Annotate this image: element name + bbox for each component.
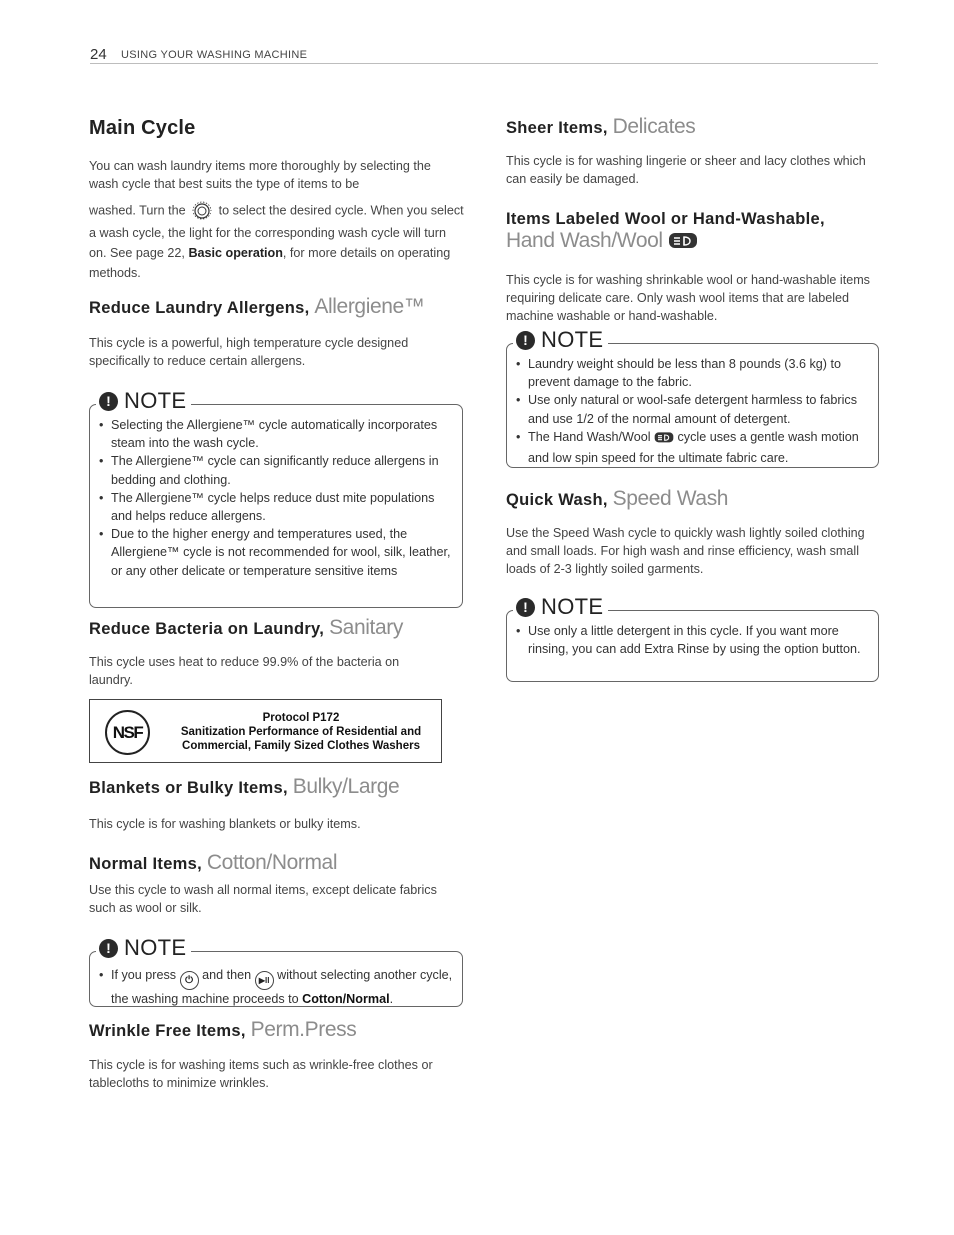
note-exclamation-icon: ! — [99, 392, 118, 411]
perm-heading-label: Wrinkle Free Items, — [89, 1022, 246, 1040]
page-number: 24 — [90, 46, 107, 63]
note-exclamation-icon: ! — [99, 939, 118, 958]
sanitary-text: This cycle uses heat to reduce 99.9% of the bacteria on laundry. — [89, 655, 400, 688]
note-item: • Laundry weight should be less than 8 pounds (3.6 kg) to prevent damage to the fabric. — [516, 355, 870, 391]
perm-text: This cycle is for washing items such as wrinkle-free clothes or tablecloths to minimize wrinkles. — [89, 1058, 433, 1091]
main-cycle-paragraph — [89, 157, 457, 193]
note-title: NOTE — [541, 327, 604, 352]
delicates-heading — [506, 116, 880, 139]
speed-cycle-name: Speed Wash — [612, 487, 729, 510]
note-cotton — [89, 935, 463, 1007]
bulky-heading-label: Blankets or Bulky Items, — [89, 779, 288, 797]
perm-heading — [89, 1019, 464, 1042]
note-text: cycle uses a gentle wash motion and low spin speed for the ultimate fabric care. — [528, 429, 859, 466]
sanitary-cycle-name: Sanitary — [329, 616, 403, 639]
note-list — [99, 966, 454, 1008]
perm-cycle-name: Perm.Press — [250, 1018, 357, 1041]
note-speed — [506, 594, 879, 682]
note-item — [99, 966, 454, 1008]
running-title: USING YOUR WASHING MACHINE — [121, 49, 308, 61]
delicates-text: This cycle is for washing lingerie or sheer and lacy clothes which can easily be damaged. — [506, 154, 866, 187]
main-cycle-text-2a: washed. Turn the — [89, 203, 186, 218]
main-cycle-text-1: You can wash laundry items more thoroughly by selecting the wash cycle that best suits the type of items to be — [89, 159, 431, 192]
note-header — [96, 936, 191, 960]
note-allergiene — [89, 388, 463, 608]
wool-heading-label: Items Labeled Wool or Hand-Washable, — [506, 210, 825, 228]
power-button-icon: ⏻ — [180, 971, 199, 990]
note-header — [513, 328, 608, 352]
note-list — [516, 622, 870, 658]
note-list — [99, 416, 454, 580]
note-text: without selecting another cycle, the washing machine proceeds to — [111, 968, 453, 1006]
delicates-cycle-name: Delicates — [612, 115, 696, 138]
note-item — [516, 428, 870, 467]
note-header — [96, 389, 191, 413]
cotton-heading — [89, 852, 464, 875]
note-item: • Selecting the Allergiene™ cycle automatically incorporates steam into the wash cycle. — [99, 416, 454, 452]
main-cycle-paragraph-2 — [89, 199, 464, 283]
delicates-heading-label: Sheer Items, — [506, 119, 608, 137]
hand-wash-wool-icon — [668, 230, 698, 257]
note-title: NOTE — [541, 594, 604, 619]
nsf-certification-box — [89, 699, 442, 763]
note-title: NOTE — [124, 935, 187, 960]
nsf-description: Sanitization Performance of Residential and Commercial, Family Sized Clothes Washers — [180, 726, 422, 752]
allergiene-cycle-name: Allergiene™ — [314, 295, 425, 318]
note-text: . — [389, 992, 394, 1006]
speed-text: Use the Speed Wash cycle to quickly wash lightly soiled clothing and small loads. For high wash and rinse efficiency, wash small loads of 2-3 lightly soiled garments. — [506, 526, 865, 577]
note-item: • Use only natural or wool-safe detergent harmless to fabrics and use 1/2 of the normal amount of detergent. — [516, 391, 870, 427]
wool-cycle-line — [506, 228, 880, 257]
wool-cycle-name: Hand Wash/Wool — [506, 229, 663, 252]
hand-wash-wool-icon — [654, 430, 674, 449]
nsf-protocol: Protocol P172 — [262, 712, 340, 724]
note-wool — [506, 327, 879, 468]
note-exclamation-icon: ! — [516, 331, 535, 350]
cotton-text: Use this cycle to wash all normal items, except delicate fabrics such as wool or silk. — [89, 883, 437, 916]
bulky-heading — [89, 776, 464, 799]
allergiene-heading-label: Reduce Laundry Allergens, — [89, 299, 310, 317]
note-text: If you press — [111, 968, 177, 982]
cotton-heading-label: Normal Items, — [89, 855, 203, 873]
cotton-normal-label: Cotton/Normal — [302, 992, 390, 1006]
bulky-text: This cycle is for washing blankets or bulky items. — [89, 817, 361, 831]
note-title: NOTE — [124, 388, 187, 413]
speed-heading — [506, 488, 880, 511]
main-cycle-section — [89, 117, 464, 140]
allergiene-heading — [89, 296, 464, 319]
sanitary-heading-label: Reduce Bacteria on Laundry, — [89, 620, 325, 638]
allergiene-text: This cycle is a powerful, high temperature cycle designed specifically to reduce certain allergens. — [89, 336, 409, 369]
page-header — [90, 46, 878, 64]
note-item: • Use only a little detergent in this cycle. If you want more rinsing, you can add Extra Rinse by using the option button. — [516, 622, 870, 658]
start-pause-button-icon: ▶ll — [255, 971, 274, 990]
cycle-dial-icon — [190, 199, 214, 223]
basic-operation-link: Basic operation — [188, 246, 283, 260]
speed-heading-label: Quick Wash, — [506, 491, 608, 509]
note-item: • The Allergiene™ cycle helps reduce dust mite populations and helps reduce allergens. — [99, 489, 454, 525]
note-item: • Due to the higher energy and temperatures used, the Allergiene™ cycle is not recommended for wool, silk, leather, or any other delicate or temperature sensitive items — [99, 525, 454, 580]
wool-text: This cycle is for washing shrinkable wool or hand-washable items requiring delicate care. Only wash wool items that are labeled machine washable or hand-washable. — [506, 273, 870, 324]
note-list — [516, 355, 870, 467]
note-text: The Hand Wash/Wool — [528, 429, 651, 444]
bulky-cycle-name: Bulky/Large — [292, 775, 400, 798]
note-header — [513, 595, 608, 619]
note-exclamation-icon: ! — [516, 598, 535, 617]
wool-heading — [506, 208, 880, 230]
sanitary-heading — [89, 617, 464, 640]
note-item: • The Allergiene™ cycle can significantly reduce allergens in bedding and clothing. — [99, 452, 454, 488]
main-cycle-text-2c: , for more details on operating methods. — [89, 246, 451, 280]
note-text: and then — [202, 968, 252, 982]
cotton-cycle-name: Cotton/Normal — [206, 851, 338, 874]
main-cycle-text-2b: to select the desired cycle. When you select a wash cycle, the light for the corresponding wash cycle will turn on. See page 22, — [89, 203, 464, 260]
main-cycle-title: Main Cycle — [89, 117, 196, 139]
nsf-logo: NSF — [105, 710, 150, 755]
